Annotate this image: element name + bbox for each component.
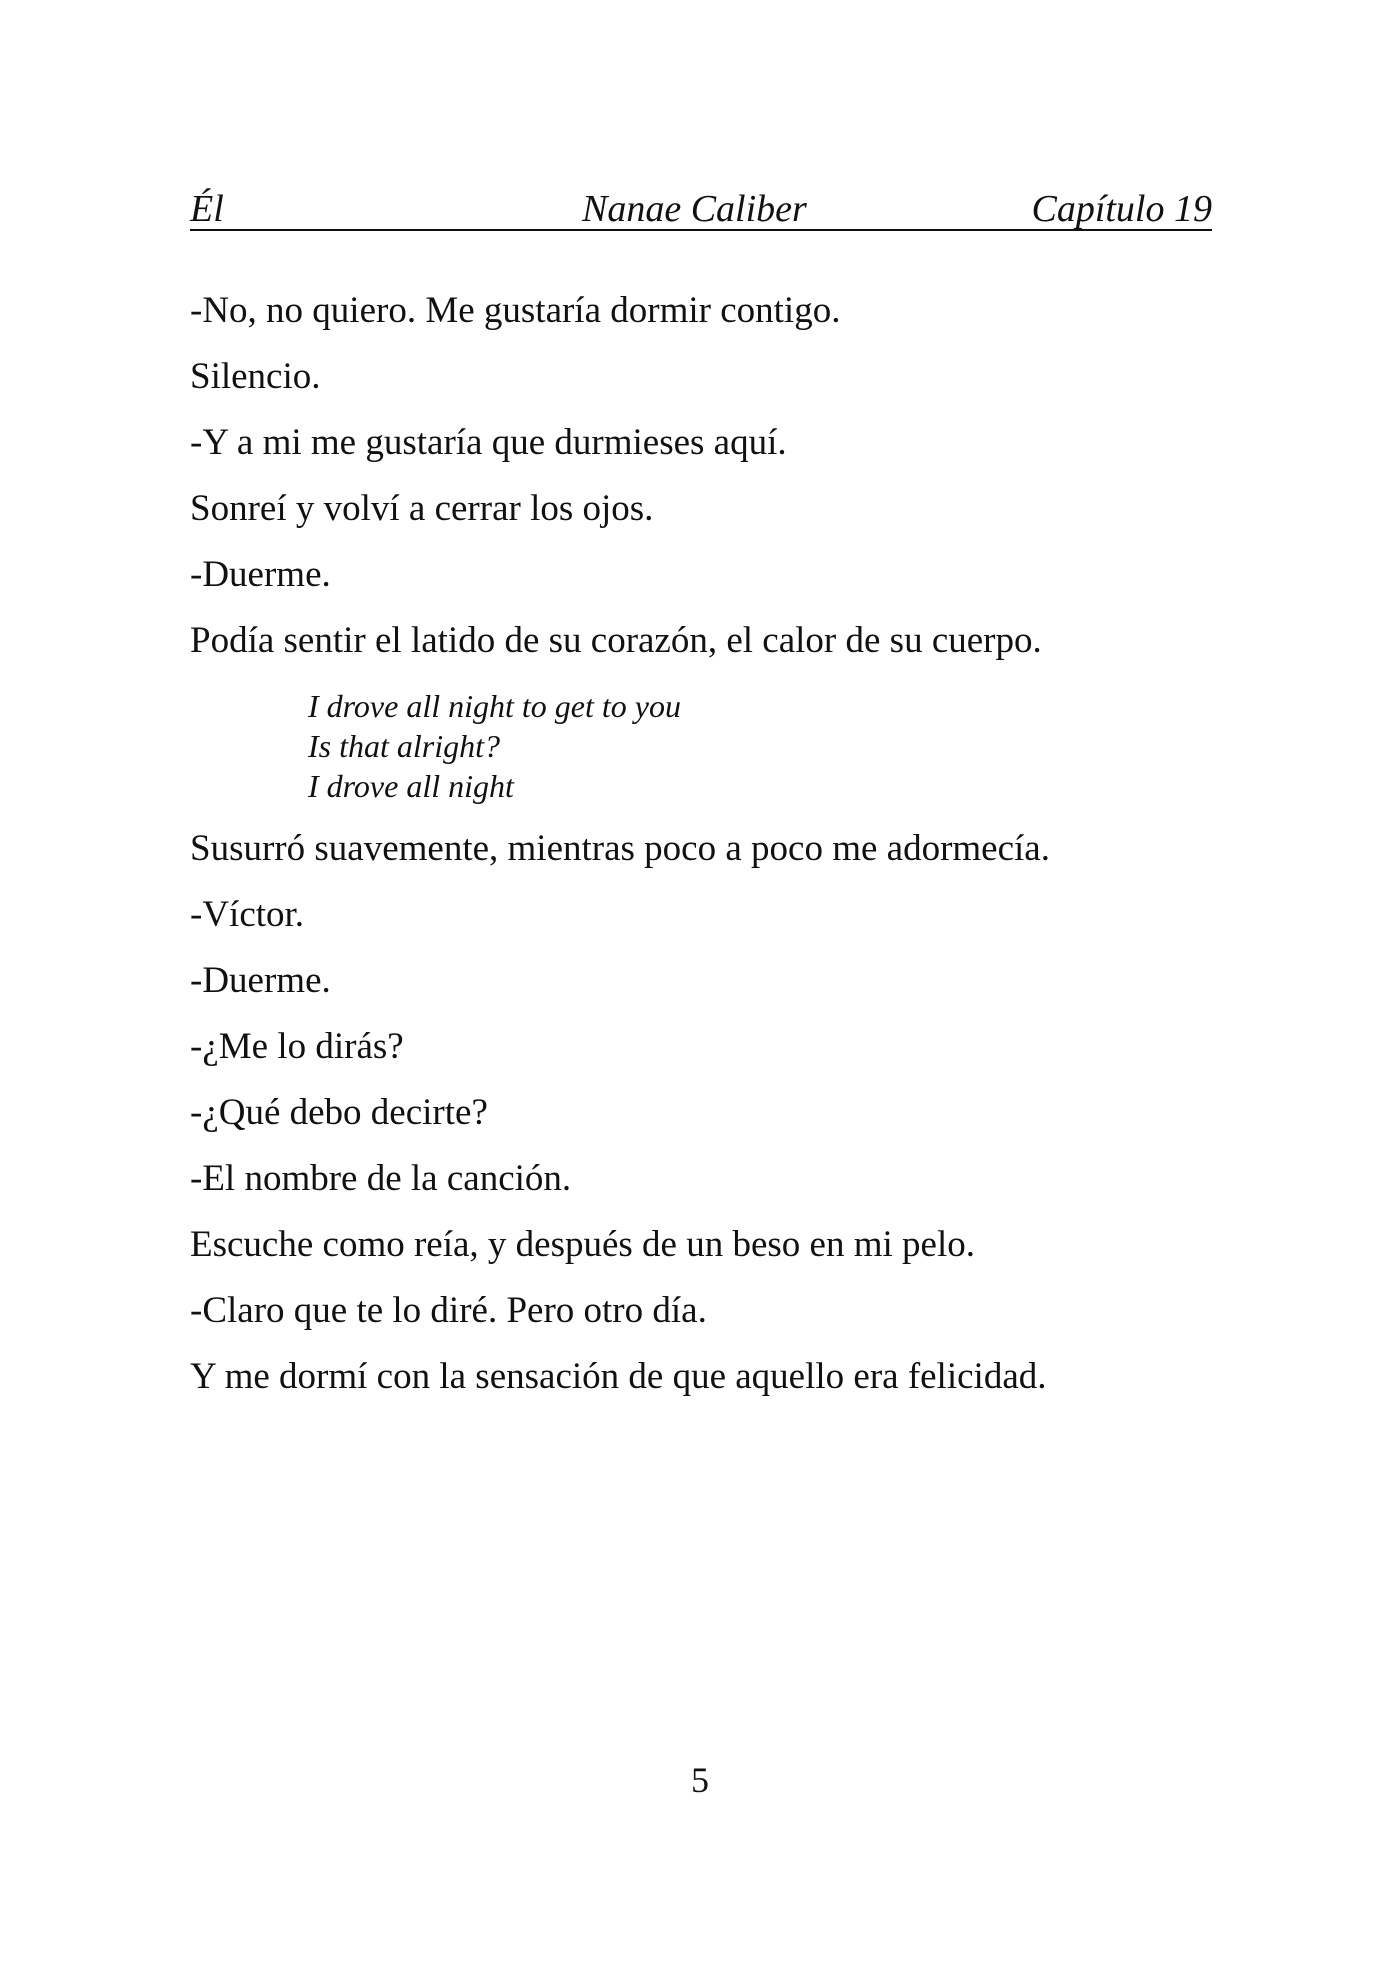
paragraph: -No, no quiero. Me gustaría dormir contigo.	[190, 290, 841, 331]
header-title: Él	[190, 188, 224, 230]
paragraph: Podía sentir el latido de su corazón, el calor de su cuerpo.	[190, 620, 1042, 661]
paragraph: -¿Me lo dirás?	[190, 1026, 404, 1067]
paragraph: Silencio.	[190, 356, 321, 397]
header-chapter: Capítulo 19	[1031, 188, 1212, 230]
song-lyrics	[308, 686, 1212, 806]
paragraph: -Y a mi me gustaría que durmieses aquí.	[190, 422, 787, 463]
paragraph: Escuche como reía, y después de un beso en mi pelo.	[190, 1224, 975, 1265]
lyric-line: I drove all night	[308, 768, 514, 804]
paragraph: -Duerme.	[190, 960, 331, 1001]
paragraph: Susurró suavemente, mientras poco a poco me adormecía.	[190, 828, 1050, 869]
paragraph: -Víctor.	[190, 894, 305, 935]
paragraph: Y me dormí con la sensación de que aquello era felicidad.	[190, 1356, 1047, 1397]
running-header	[190, 186, 1212, 232]
header-author: Nanae Caliber	[582, 188, 807, 230]
lyric-line: I drove all night to get to you	[308, 688, 681, 724]
lyric-line: Is that alright?	[308, 728, 501, 764]
header-rule	[190, 229, 1212, 231]
page-number: 5	[691, 1760, 709, 1800]
body-text	[190, 278, 1212, 1410]
paragraph: -Claro que te lo diré. Pero otro día.	[190, 1290, 707, 1331]
paragraph: -El nombre de la canción.	[190, 1158, 572, 1199]
paragraph: -Duerme.	[190, 554, 331, 595]
paragraph: -¿Qué debo decirte?	[190, 1092, 488, 1133]
paragraph: Sonreí y volví a cerrar los ojos.	[190, 488, 654, 529]
